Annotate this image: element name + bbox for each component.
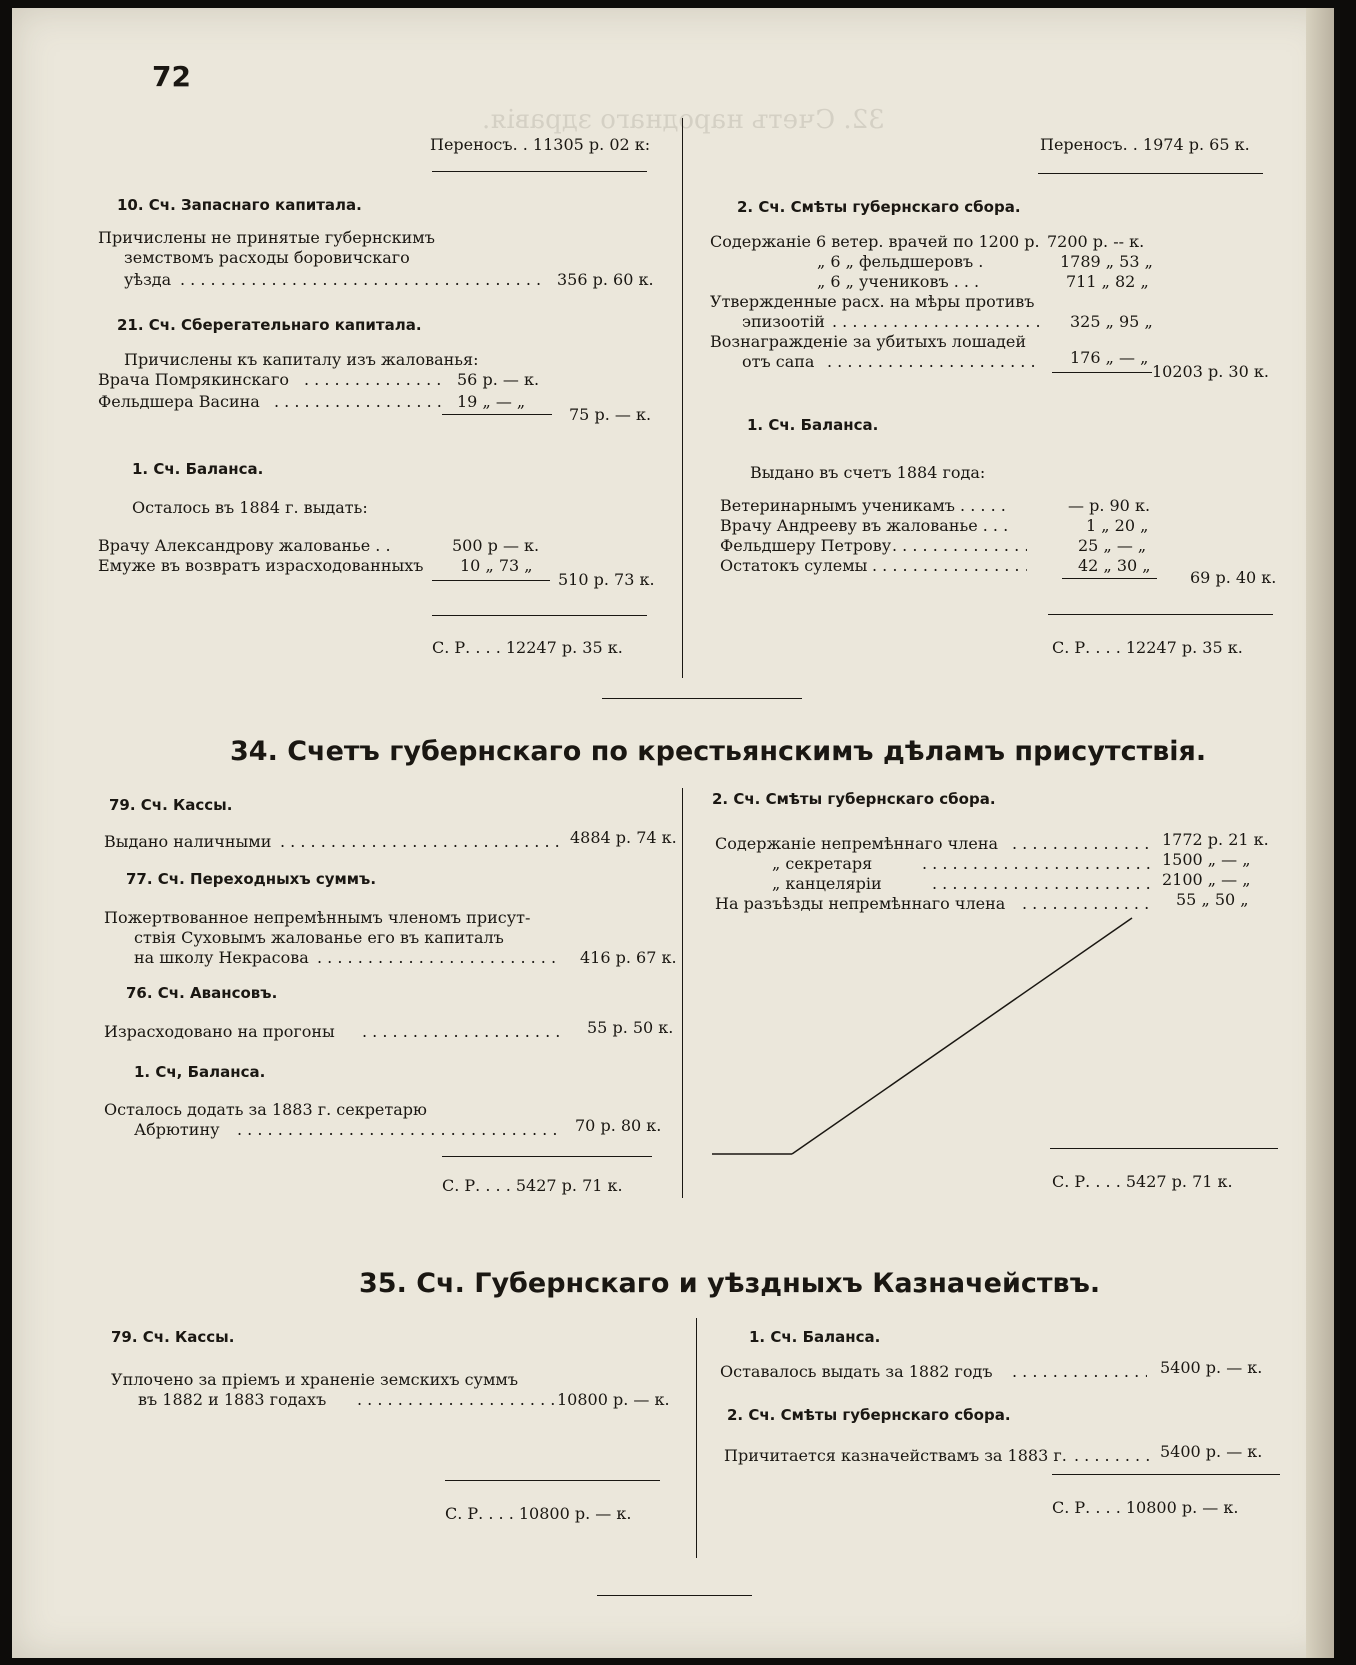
s35-balance-label: Оставалось выдать за 1882 годъ [720, 1362, 993, 1381]
divider [1038, 173, 1263, 174]
section-34-heading: 34. Счетъ губернскаго по крестьянскимъ дѣламъ присутствія. [230, 736, 1207, 767]
balance-right-row-1-label: Ветеринарнымъ ученикамъ . . . . . [720, 496, 1006, 515]
s34-budget-row-4-label: На разъѣзды непремѣннаго члена [715, 894, 1006, 913]
section-title-budget-right: 2. Сч. Смѣты губернскаго сбора. [737, 198, 1021, 216]
s34-cash-value: 4884 р. 74 к. [570, 828, 677, 847]
s34-budget-row-1-value: 1772 р. 21 к. [1162, 830, 1269, 849]
balance-right-row-4-label: Остатокъ сулемы [720, 556, 868, 575]
s35-budget-title: 2. Сч. Смѣты губернскаго сбора. [727, 1406, 1011, 1424]
column-divider [696, 1318, 697, 1558]
document-page [12, 8, 1334, 1658]
s34-balance-title: 1. Сч, Баланса. [134, 1063, 266, 1081]
section-title-reserve-capital: 10. Сч. Запаснаго капитала. [117, 196, 362, 214]
leader-dots [357, 1390, 557, 1409]
section-title-savings-capital: 21. Сч. Сберегательнаго капитала. [117, 316, 422, 334]
s34-budget-row-2-label: „ секретаря [772, 854, 873, 873]
s34-budget-title: 2. Сч. Смѣты губернскаго сбора. [712, 790, 996, 808]
budget-row-2-label: „ 6 „ фельдшеровъ . [817, 252, 984, 271]
budget-row-2-value: 1789 „ 53 „ [1060, 252, 1153, 271]
leader-dots [1074, 1446, 1154, 1465]
balance-right-row-3-value: 25 „ — „ [1078, 536, 1147, 555]
subtotal-rule [432, 580, 550, 581]
column-divider [682, 788, 683, 1198]
balance-intro: Осталось въ 1884 г. выдать: [132, 498, 368, 517]
savings-row-2-value: 19 „ — „ [457, 392, 526, 411]
sum-left: С. Р. . . . 12247 р. 35 к. [432, 638, 623, 657]
leader-dots [280, 832, 560, 851]
sum-rule [1052, 1474, 1280, 1475]
section-35-heading: 35. Сч. Губернскаго и уѣздныхъ Казначействъ. [359, 1268, 1101, 1299]
leader-dots [1012, 1362, 1147, 1381]
savings-row-1-label: Врача Помрякинскаго [98, 370, 289, 389]
leader-dots [832, 312, 1042, 331]
carry-forward-right: Переносъ. . 1974 р. 65 к. [1040, 135, 1250, 154]
leader-dots [892, 536, 1027, 555]
s35-sum-right: С. Р. . . . 10800 р. — к. [1052, 1498, 1239, 1517]
carry-forward-left: Переносъ. . 11305 р. 02 к: [430, 135, 651, 154]
s35-sum-left: С. Р. . . . 10800 р. — к. [445, 1504, 632, 1523]
budget-row-5-label-2: отъ сапа [742, 352, 815, 371]
s35-cash-line-1: Уплочено за пріемъ и храненіе земскихъ суммъ [111, 1370, 519, 1389]
leader-dots [180, 270, 540, 289]
budget-row-3-label: „ 6 „ учениковъ . . . [817, 272, 980, 291]
s34-sum-right: С. Р. . . . 5427 р. 71 к. [1052, 1172, 1233, 1191]
column-divider [682, 118, 683, 678]
s34-balance-line-2: Абрютину [134, 1120, 220, 1139]
s34-budget-row-3-label: „ канцеляріи [772, 874, 882, 893]
balance-row-2-label: Емуже въ возвратъ израсходованныхъ [98, 556, 424, 575]
balance-total: 510 р. 73 к. [558, 570, 655, 589]
leader-dots [304, 370, 442, 389]
sum-rule [1048, 614, 1273, 615]
balance-right-intro: Выдано въ счетъ 1884 года: [750, 463, 986, 482]
s34-balance-value: 70 р. 80 к. [575, 1116, 662, 1135]
s34-cash-label: Выдано наличными [104, 832, 272, 851]
sum-rule [1050, 1148, 1278, 1149]
footer-rule [597, 1595, 752, 1596]
leader-dots [317, 948, 557, 967]
sum-rule [432, 615, 647, 616]
section-title-balance-right: 1. Сч. Баланса. [747, 416, 879, 434]
s34-budget-row-2-value: 1500 „ — „ [1162, 850, 1251, 869]
section-separator [602, 698, 802, 699]
leader-dots [274, 392, 442, 411]
section-title-balance-left: 1. Сч. Баланса. [132, 460, 264, 478]
s35-budget-label: Причитается казначействамъ за 1883 г. [724, 1446, 1067, 1465]
s35-balance-value: 5400 р. — к. [1160, 1358, 1263, 1377]
sum-rule [442, 1156, 652, 1157]
balance-right-row-1-value: — р. 90 к. [1068, 496, 1151, 515]
leader-dots [922, 854, 1152, 873]
s35-cash-value: 10800 р. — к. [557, 1390, 670, 1409]
bleed-through-heading: 32. Счетъ народнаго здравія. [482, 105, 885, 135]
savings-total: 75 р. — к. [569, 405, 652, 424]
leader-dots [827, 352, 1042, 371]
page-number: 72 [152, 60, 191, 93]
balance-row-1-label: Врачу Александрову жалованье . . [98, 536, 391, 555]
balance-row-2-value: 10 „ 73 „ [460, 556, 533, 575]
s34-balance-line-1: Осталось додать за 1883 г. секретарю [104, 1100, 427, 1119]
budget-row-5-value: 176 „ — „ [1070, 348, 1149, 367]
budget-row-4-label-1: Утвержденные расх. на мѣры противъ [710, 292, 1035, 311]
s34-transit-line-2: ствія Суховымъ жалованье его въ капиталъ [134, 928, 504, 947]
balance-right-row-3-label: Фельдшеру Петрову [720, 536, 892, 555]
s34-advances-value: 55 р. 50 к. [587, 1018, 674, 1037]
s34-transit-line-1: Пожертвованное непремѣннымъ членомъ присут- [104, 908, 531, 927]
subtotal-rule [442, 414, 552, 415]
leader-dots [237, 1120, 557, 1139]
s34-sum-left: С. Р. . . . 5427 р. 71 к. [442, 1176, 623, 1195]
s35-cash-title: 79. Сч. Кассы. [111, 1328, 235, 1346]
subtotal-rule [1052, 372, 1152, 373]
s34-transit-line-3: на школу Некрасова [134, 948, 309, 967]
reserve-amount: 356 р. 60 к. [557, 270, 654, 289]
balance-right-row-4-value: 42 „ 30 „ [1078, 556, 1151, 575]
s34-advances-label: Израсходовано на прогоны [104, 1022, 335, 1041]
budget-row-3-value: 711 „ 82 „ [1066, 272, 1149, 291]
savings-row-2-label: Фельдшера Васина [98, 392, 260, 411]
reserve-text-line-1: Причислены не принятые губернскимъ [98, 228, 435, 247]
subtotal-rule [1062, 578, 1157, 579]
s34-budget-row-4-value: 55 „ 50 „ [1176, 890, 1249, 909]
sum-right: С. Р. . . . 12247 р. 35 к. [1052, 638, 1243, 657]
s35-balance-title: 1. Сч. Баланса. [749, 1328, 881, 1346]
budget-row-4-label-2: эпизоотій [742, 312, 825, 331]
reserve-text-line-3: уѣзда [124, 270, 172, 289]
budget-total: 10203 р. 30 к. [1152, 362, 1269, 381]
reserve-text-line-2: земствомъ расходы боровичскаго [124, 248, 410, 267]
divider [432, 171, 647, 172]
page-binding-edge [1306, 8, 1334, 1658]
leader-dots [872, 556, 1027, 575]
s34-budget-row-1-label: Содержаніе непремѣннаго члена [715, 834, 999, 853]
leader-dots [362, 1022, 562, 1041]
budget-row-5-label-1: Вознагражденіе за убитыхъ лошадей [710, 332, 1026, 351]
s34-transit-value: 416 р. 67 к. [580, 948, 677, 967]
s34-advances-title: 76. Сч. Авансовъ. [126, 984, 278, 1002]
strike-diagonal [712, 908, 1172, 1158]
budget-row-4-value: 325 „ 95 „ [1070, 312, 1153, 331]
savings-intro: Причислены къ капиталу изъ жалованья: [124, 350, 479, 369]
sum-rule [445, 1480, 660, 1481]
s34-cash-title: 79. Сч. Кассы. [109, 796, 233, 814]
s34-budget-row-3-value: 2100 „ — „ [1162, 870, 1251, 889]
balance-right-row-2-label: Врачу Андрееву въ жалованье . . . [720, 516, 1009, 535]
balance-row-1-value: 500 р — к. [452, 536, 540, 555]
s34-transit-title: 77. Сч. Переходныхъ суммъ. [126, 870, 377, 888]
leader-dots [932, 874, 1152, 893]
leader-dots [1012, 834, 1152, 853]
budget-row-1-value: 7200 р. -- к. [1047, 232, 1145, 251]
s35-cash-line-2: въ 1882 и 1883 годахъ [138, 1390, 327, 1409]
s35-budget-value: 5400 р. — к. [1160, 1442, 1263, 1461]
balance-right-total: 69 р. 40 к. [1190, 568, 1277, 587]
balance-right-row-2-value: 1 „ 20 „ [1086, 516, 1149, 535]
budget-row-1-label: Содержаніе 6 ветер. врачей по 1200 р. [710, 232, 1040, 251]
savings-row-1-value: 56 р. — к. [457, 370, 540, 389]
